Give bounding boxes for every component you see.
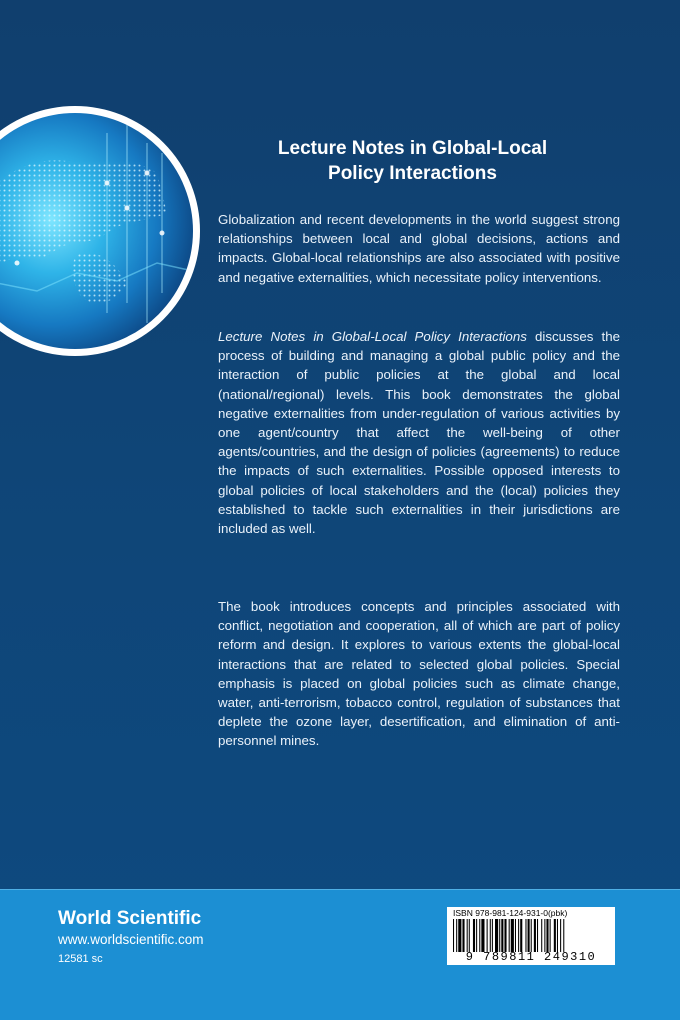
- barcode-bar: [515, 919, 516, 952]
- barcode-bar: [518, 919, 519, 952]
- barcode-bar: [509, 919, 510, 952]
- description-paragraph-3: The book introduces concepts and principles associated with conflict, negotiation and cooperation, all of which are part of policy reform and design. It explores to various extents the global-local interactions that are related to selected global policies. Special emphasis is placed on global policies such as climate change, water, anti-terrorism, tobacco control, regulation of substances that deplete the ozone layer, desertification, and elimination of anti-personnel mines.: [218, 599, 620, 749]
- cover-image-world-map-disc: [0, 106, 200, 356]
- book-title-line-1: Lecture Notes in Global-Local: [277, 138, 548, 159]
- barcode-bar: [511, 919, 514, 952]
- barcode-bar: [490, 919, 491, 952]
- barcode-bar: [462, 919, 464, 952]
- barcode-bar: [492, 919, 493, 952]
- description-paragraph-1: Globalization and recent developments in the world suggest strong relationships between local and global decisions, actions and impacts. Global-local relationships are also associated with positive and negative externalities, which necessitate policy interventions.: [218, 212, 620, 285]
- barcode-bar: [476, 919, 477, 952]
- barcode-bar: [467, 919, 468, 952]
- barcode-bar: [495, 919, 498, 952]
- publisher-name: World Scientific: [58, 908, 202, 929]
- barcode-panel: [447, 907, 615, 965]
- description-paragraph-2-text: discusses the process of building and managing a global public policy and the interaction of public policies at the global and local (national/regional) levels. This book demonstrates the global negative externalities from under-regulation of various activities by one agent/country that affect the well-being of other agents/countries, and the design of policies (agreements) to reduce the impacts of such externalities. Possible opposed interests to global policies of local stakeholders and the (local) policies they established to tackle such externalities in their jurisdictions are included as well.: [218, 329, 620, 537]
- barcode-bar: [541, 919, 542, 952]
- isbn-label: ISBN 978-981-124-931-0(pbk): [453, 908, 568, 918]
- barcode-bar: [481, 919, 484, 952]
- barcode-bar: [456, 919, 457, 952]
- barcode-bar: [531, 919, 532, 952]
- barcode-bar: [479, 919, 480, 952]
- barcode-bar: [546, 919, 548, 952]
- barcode: [453, 919, 609, 952]
- barcode-bar: [520, 919, 522, 952]
- barcode-bar: [504, 919, 506, 952]
- barcode-bar: [453, 919, 454, 952]
- book-title: [205, 136, 620, 186]
- barcode-bar: [537, 919, 538, 952]
- description-paragraph-2: [218, 327, 620, 538]
- product-code: 12581 sc: [58, 953, 103, 965]
- barcode-bar: [563, 919, 564, 952]
- book-title-line-2: Policy Interactions: [328, 163, 497, 184]
- barcode-bar: [544, 919, 545, 952]
- digital-globe-graphic: [0, 113, 193, 349]
- barcode-bar: [501, 919, 503, 952]
- barcode-bar: [499, 919, 500, 952]
- barcode-bar: [473, 919, 475, 952]
- publisher-website: www.worldscientific.com: [58, 932, 204, 947]
- barcode-bar: [550, 919, 551, 952]
- barcode-digits: 9 789811 249310: [465, 950, 597, 964]
- barcode-bar: [469, 919, 470, 952]
- book-title-italic: Lecture Notes in Global-Local Policy Interactions: [218, 329, 527, 344]
- barcode-bar: [487, 919, 488, 952]
- barcode-bar: [557, 919, 558, 952]
- barcode-bar: [560, 919, 561, 952]
- publisher-footer: [0, 889, 680, 1020]
- barcode-bar: [528, 919, 530, 952]
- barcode-bar: [458, 919, 461, 952]
- barcode-bar: [534, 919, 536, 952]
- barcode-bar: [554, 919, 556, 952]
- barcode-bar: [525, 919, 526, 952]
